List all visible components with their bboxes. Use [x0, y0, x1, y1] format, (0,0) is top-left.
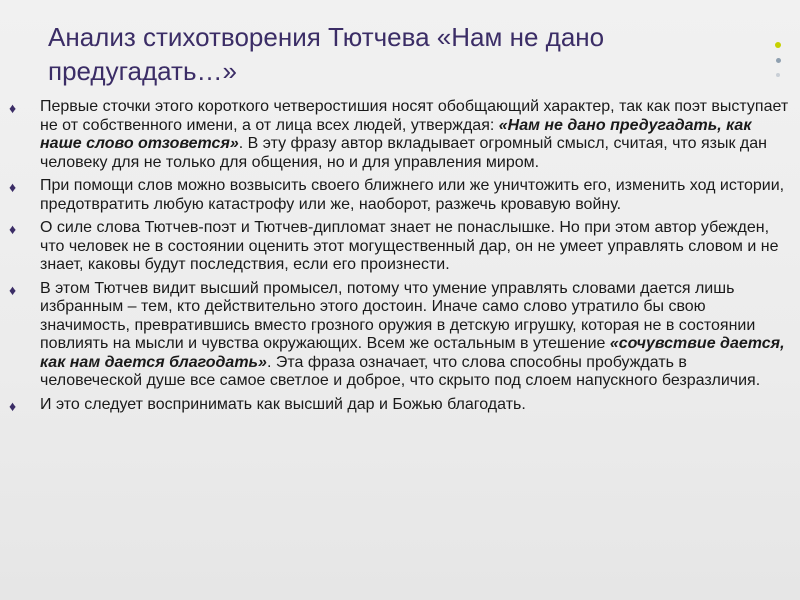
paragraph-text	[40, 177, 784, 213]
slide-title: Анализ стихотворения Тютчева «Нам не дано предугадать…»	[48, 22, 605, 86]
text-run: И это следует воспринимать как высший дар и Божью благодать.	[40, 395, 526, 413]
text-run: При помощи слов можно возвысить своего ближнего или же уничтожить его, изменить ход истории, предотвратить любую катастрофу или же, наоборот, разжечь кровавую войну.	[40, 177, 785, 213]
text-run: . В эту фразу автор вкладывает огромный смысл, считая, что язык дан человеку для не только для общения, но и для управления миром.	[40, 135, 767, 171]
dot-icon	[776, 73, 780, 77]
list-item	[9, 395, 790, 415]
bullet-icon: ♦	[9, 179, 17, 195]
bullet-icon: ♦	[9, 221, 17, 237]
bullet-list	[9, 98, 790, 419]
quote-emphasis: «Нам не дано предугадать, как наше слово отзовется»	[40, 116, 752, 152]
paragraph-text	[40, 396, 526, 413]
dot-icon	[776, 58, 781, 63]
paragraph-text	[40, 219, 778, 273]
list-item	[9, 219, 790, 275]
paragraph-text	[40, 280, 785, 390]
bullet-icon: ♦	[9, 281, 17, 298]
quote-emphasis: «сочувствие дается, как нам дается благодать»	[40, 335, 785, 371]
bullet-icon: ♦	[9, 100, 17, 116]
list-item	[9, 98, 790, 172]
paragraph-text	[40, 98, 788, 171]
text-run: В этом Тютчев видит высший промысел, потому что умение управлять словами дается лишь избранным – тем, кто действительно этого достоин. Иначе само слово утратило бы свою значимость, превратившись вместо грозного оружия в детскую игрушку, которая не в состоянии повлиять на мысли и чувства окружающих. Всем же остальным в утешение	[40, 279, 756, 352]
text-run: Первые сточки этого короткого четверостишия носят обобщающий характер, так как поэт выступает не от собственного имени, а от лица всех людей, утверждая:	[40, 98, 789, 134]
text-run: . Эта фраза означает, что слова способны пробуждать в человеческой душе все самое светлое и доброе, что скрыто под слоем напускного безразличия.	[40, 353, 761, 389]
text-run: О силе слова Тютчев-поэт и Тютчев-дипломат знает не понаслышке. Но при этом автор убежден, что человек не в состоянии оценить этот могущественный дар, он не умеет управлять словом и не знает, каковы будут последствия, если его произнести.	[40, 219, 779, 273]
list-item	[9, 279, 790, 391]
list-item	[9, 177, 790, 214]
bullet-icon: ♦	[9, 397, 17, 414]
dot-icon	[775, 42, 781, 48]
decorative-dots	[772, 42, 784, 87]
